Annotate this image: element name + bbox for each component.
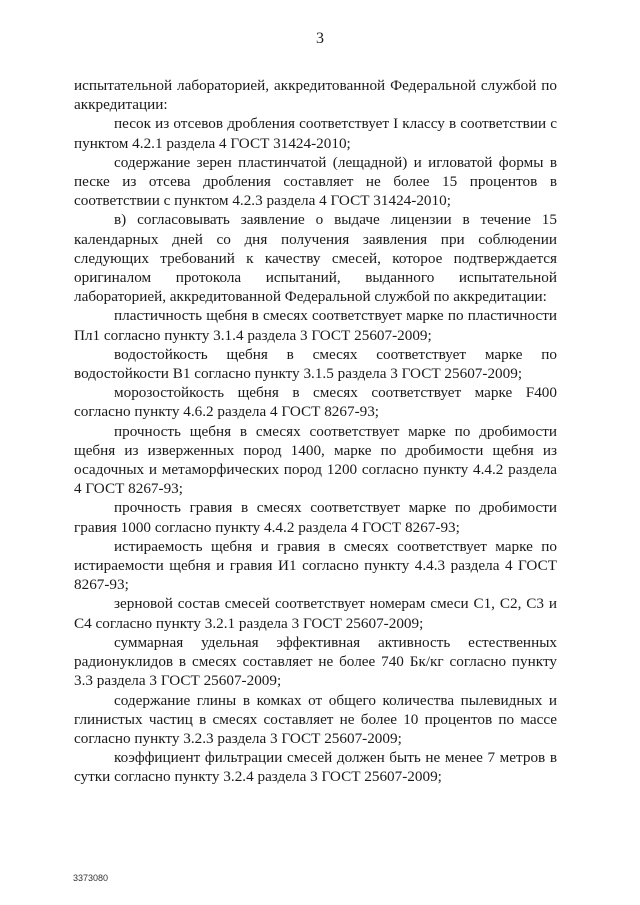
paragraph: суммарная удельная эффективная активность естественных радионуклидов в смесях составляет не более 740 Бк/кг согласно пункту 3.3 раздела 3 ГОСТ 25607-2009; [74,633,557,690]
paragraph: водостойкость щебня в смесях соответствует марке по водостойкости В1 согласно пункту 3.1.5 раздела 3 ГОСТ 25607-2009; [74,345,557,383]
paragraph: содержание глины в комках от общего количества пылевидных и глинистых частиц в смесях составляет не более 10 процентов по массе согласно пункту 3.2.3 раздела 3 ГОСТ 25607-2009; [74,691,557,747]
page-number: 3 [316,30,324,47]
paragraph: зерновой состав смесей соответствует номерам смеси С1, С2, С3 и С4 согласно пункту 3.2.1 раздела 3 ГОСТ 25607-2009; [74,595,557,632]
paragraph: содержание зерен пластинчатой (лещадной) и игловатой формы в песке из отсева дробления составляет не более 15 процентов в соответствии с пунктом 4.2.3 раздела 4 ГОСТ 31424-2010; [74,153,557,210]
paragraph: коэффициент фильтрации смесей должен быть не менее 7 метров в сутки согласно пункту 3.2.4 раздела 3 ГОСТ 25607-2009; [74,749,557,786]
paragraph: прочность щебня в смесях соответствует марке по дробимости щебня из изверженных пород 1400, марке по дробимости щебня из осадочных и метаморфических пород 1200 согласно пункту 4.4.2 раздела 4 ГОСТ 8267-93; [74,422,557,498]
paragraph: в) согласовывать заявление о выдаче лицензии в течение 15 календарных дней со дня получения заявления при соблюдении следующих требований к качеству смесей, которое подтверждается оригиналом протокола испытаний, выданного испытательной лабораторией, аккредитованной Федеральной службой по аккредитации: [74,211,557,306]
paragraph: истираемость щебня и гравия в смесях соответствует марке по истираемости щебня и гравия И1 согласно пункту 4.4.3 раздела 4 ГОСТ 8267-93; [74,537,557,594]
paragraph: испытательной лабораторией, аккредитованной Федеральной службой по аккредитации: [74,77,557,114]
paragraph: песок из отсевов дробления соответствует I классу в соответствии с пунктом 4.2.1 раздела 4 ГОСТ 31424-2010; [74,115,557,152]
document-body [74,76,557,787]
document-id: 3373080 [73,873,109,883]
paragraph: морозостойкость щебня в смесях соответствует марке F400 согласно пункту 4.6.2 раздела 4 ГОСТ 8267-93; [74,384,557,421]
paragraph: пластичность щебня в смесях соответствует марке по пластичности Пл1 согласно пункту 3.1.4 раздела 3 ГОСТ 25607-2009; [74,307,557,344]
paragraph: прочность гравия в смесях соответствует марке по дробимости гравия 1000 согласно пункту 4.4.2 раздела 4 ГОСТ 8267-93; [74,499,557,536]
